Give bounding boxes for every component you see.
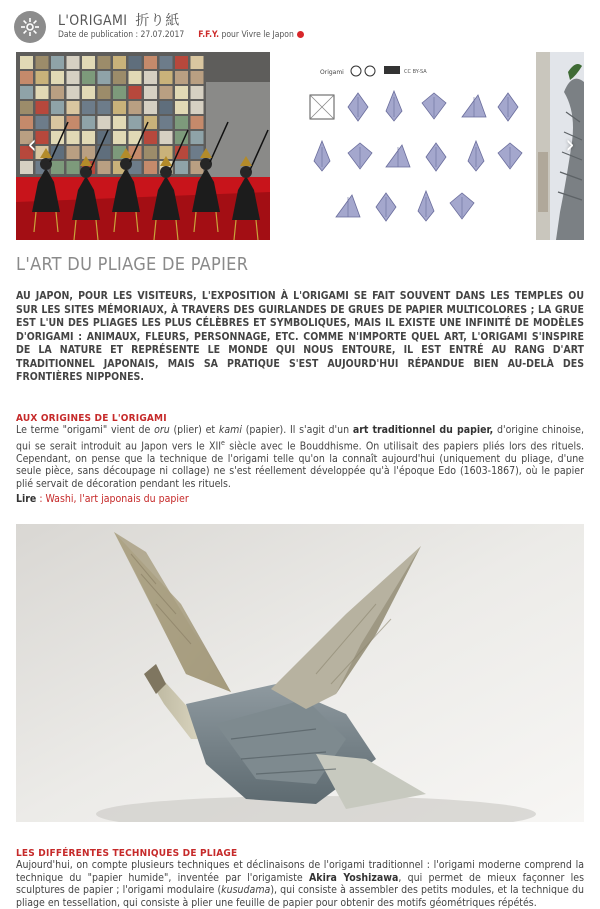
text-run: d'origine chinoise, qui se serait introduit au Japon vers le XII — [16, 424, 584, 452]
article-title: L'ART DU PLIAGE DE PAPIER — [16, 254, 249, 275]
publication-line — [58, 30, 304, 40]
read-also-label: Lire — [16, 493, 37, 505]
site-title — [58, 10, 180, 30]
term-kami: kami — [218, 424, 242, 436]
term-oru: oru — [154, 424, 170, 436]
red-dot-icon — [297, 31, 304, 38]
read-also-link[interactable]: Washi, l'art japonais du papier — [45, 493, 189, 505]
text-run: (papier). Il s'agit d'un — [241, 424, 353, 436]
folding-diagram[interactable] — [286, 52, 534, 240]
license-badge-icon — [384, 66, 400, 74]
gallery-next-arrow[interactable]: › — [565, 130, 575, 160]
article-intro: AU JAPON, POUR LES VISITEURS, L'EXPOSITION À L'ORIGAMI SE FAIT SOUVENT DANS LES TEMPLES OU SUR LES SITES MÉMORIAUX, À TRAVERS DES GUIRLANDES DE GRUES DE PAPIER MULTICOLORES ; LA GRUE EST L'UN DES PLIAGES LES PLUS CÉLÈBRES ET SYMBOLIQUES, MAIS IL EXISTE UNE INFINITÉ DE MODÈLES D'ORIGAMI : ANIMAUX, FLEURS, PERSONNAGE, ETC. COMME N'IMPORTE QUEL ART, L'ORIGAMI S'INSPIRE DE LA NATURE ET REPRÉSENTE LE MONDE QUI NOUS ENTOURE, IL EST ENTRÉ AU RANG D'ART TRADITIONNEL JAPONAIS, MAIS SA PRATIQUE S'EST AUJOURD'HUI RÉPANDUE BIEN AU-DELÀ DES FRONTIÈRES NIPPONES. — [16, 290, 584, 383]
text-run: Le terme "origami" vient de — [16, 424, 155, 436]
gallery-prev-arrow[interactable]: ‹ — [27, 130, 37, 160]
text-run: (plier) et — [169, 424, 219, 436]
text-run: Aujourd'hui, on compte plusieurs techniques et déclinaisons de l'origami traditionnel : l'origami moderne comprend la technique du "papier humide", inventée par l'origamiste — [16, 859, 584, 884]
author-name[interactable]: F.F.Y. — [198, 30, 220, 40]
flower-logo-icon[interactable] — [14, 11, 46, 43]
emphasis-traditional-art: art traditionnel du papier, — [352, 424, 494, 436]
section-heading-origins: AUX ORIGINES DE L'ORIGAMI — [16, 413, 167, 424]
text-run: siècle avec le Bouddhisme. On utilisait des papiers pliés lors des rituels. Cependant, on pense que la technique de l'origami telle qu'on la connaît aujourd'hui (uniquement du pliage, d'une seule pièce, sans découpage ni collage) ne s'est réellement développée qu'à l'époque Edo (1603-1867), où le papier plié servait de décoration pendant les rituels. — [16, 440, 584, 490]
site-name-jp: 折り紙 — [135, 13, 181, 29]
diagram-credit-text: CC BY-SA — [404, 69, 427, 75]
article-header — [14, 10, 586, 44]
read-also-separator: : — [36, 493, 46, 505]
text-run: , qui permet de mieux façonner les sculptures de papier ; l'origami modulaire ( — [16, 871, 584, 896]
image-gallery[interactable] — [16, 52, 584, 240]
section-techniques-text — [16, 859, 584, 909]
read-also-line — [16, 493, 189, 505]
paper-crane-photo — [16, 524, 584, 822]
diagram-logo-text: Origami — [320, 69, 344, 76]
site-name: L'ORIGAMI — [58, 13, 128, 29]
text-run: ), qui consiste à assembler des petits modules, et la technique du pliage en tessellation, qui consiste à plier une feuille de papier pour obtenir des motifs géométriques répétés. — [16, 884, 584, 909]
century-suffix: e — [221, 438, 225, 447]
author-suffix: pour Vivre le Japon — [219, 30, 294, 40]
publication-date: Date de publication : 27.07.2017 — [58, 30, 185, 40]
section-heading-techniques: LES DIFFÉRENTES TECHNIQUES DE PLIAGE — [16, 848, 238, 859]
section-origins-text — [16, 424, 584, 490]
emphasis-akira-yoshizawa: Akira Yoshizawa — [309, 871, 399, 884]
term-kusudama: kusudama — [221, 884, 271, 896]
origami-exhibition-photo[interactable] — [16, 52, 270, 240]
